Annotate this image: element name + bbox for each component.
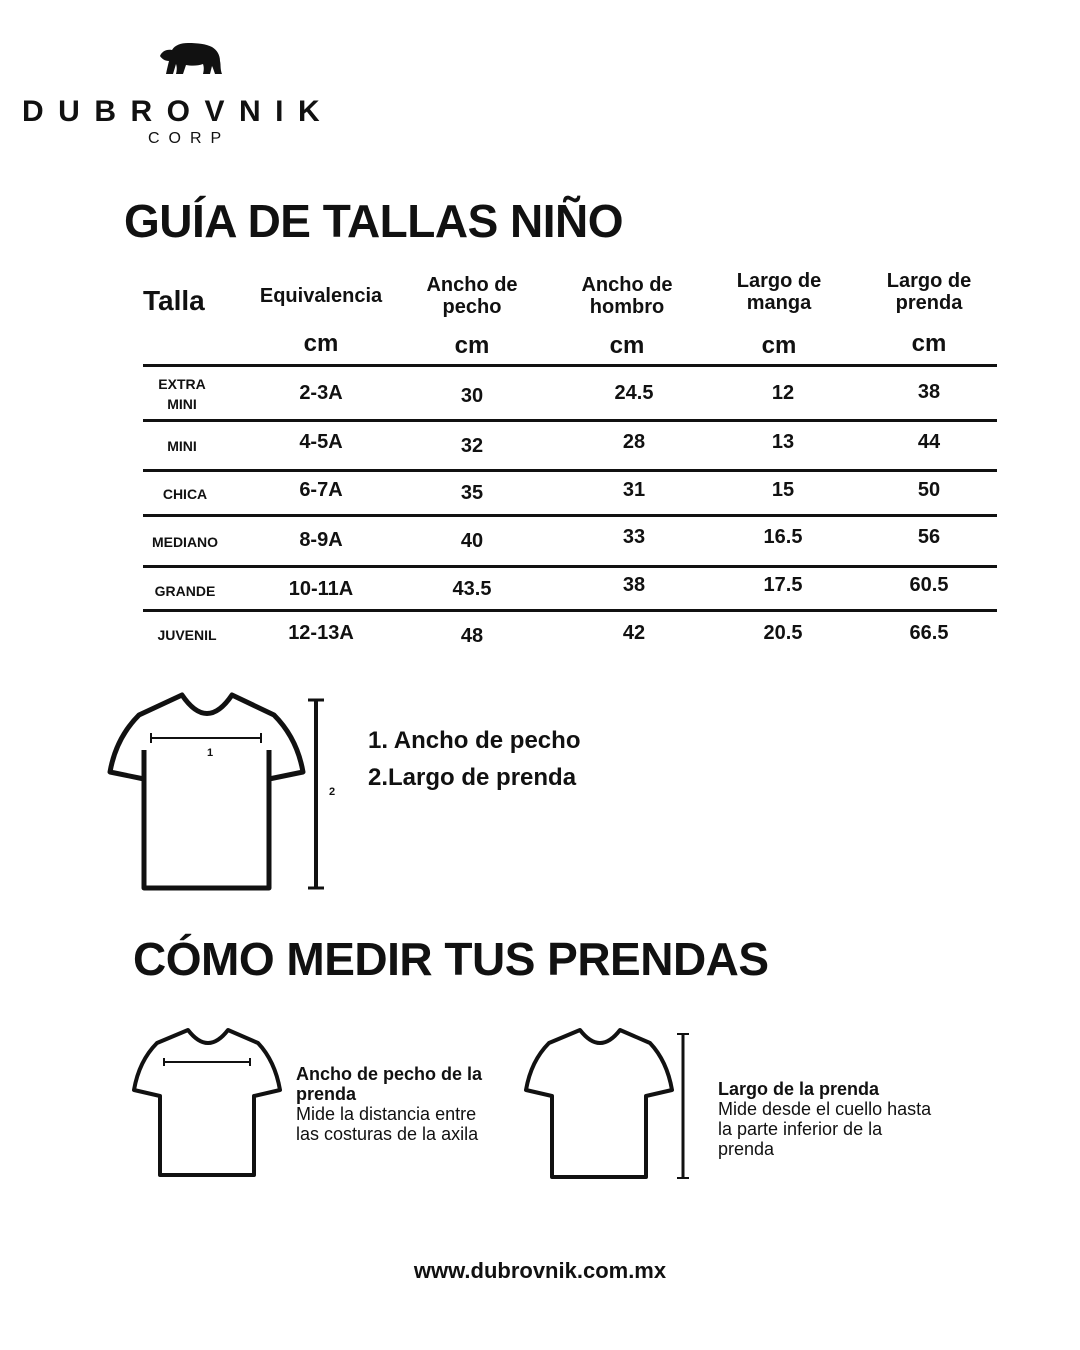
header-ancho-hombro: Ancho de hombro	[581, 274, 673, 318]
cell-pecho: 35	[460, 482, 484, 504]
table-rule	[143, 469, 997, 472]
marker-2: 2	[329, 786, 336, 798]
cell-hombro: 33	[622, 526, 646, 548]
cell-pecho: 43.5	[452, 578, 492, 600]
chest-description: Mide la distancia entre las costuras de la axila	[296, 1104, 479, 1144]
legend-item-2: 2.Largo de prenda	[368, 764, 577, 791]
cell-pecho: 48	[460, 625, 484, 647]
cell-equivalencia: 8-9A	[299, 529, 343, 551]
header-ancho-pecho: Ancho de pecho	[426, 274, 518, 318]
table-rule	[143, 419, 997, 422]
cell-prenda: 38	[917, 381, 941, 403]
cell-manga: 16.5	[763, 526, 803, 548]
size-label: GRANDE	[154, 583, 216, 599]
size-label: MINI	[167, 438, 197, 454]
unit-pecho: cm	[454, 332, 490, 359]
cell-equivalencia: 10-11A	[288, 578, 354, 600]
unit-hombro: cm	[609, 332, 645, 359]
cell-equivalencia: 2-3A	[299, 382, 343, 404]
marker-1: 1	[207, 747, 214, 759]
header-equivalencia: Equivalencia	[259, 285, 383, 307]
header-talla: Talla	[143, 285, 205, 316]
length-heading: Largo de la prenda	[718, 1079, 880, 1099]
cell-hombro: 42	[622, 622, 646, 644]
size-label: JUVENIL	[157, 627, 217, 643]
cell-hombro: 24.5	[614, 382, 654, 404]
cell-prenda: 44	[917, 431, 941, 453]
cell-hombro: 28	[622, 431, 646, 453]
cell-prenda: 50	[917, 479, 941, 501]
page-title: GUÍA DE TALLAS NIÑO	[124, 195, 624, 247]
cell-hombro: 31	[622, 479, 646, 501]
cell-pecho: 30	[460, 385, 484, 407]
cell-equivalencia: 12-13A	[288, 622, 354, 644]
table-rule	[143, 565, 997, 568]
cell-manga: 17.5	[763, 574, 803, 596]
table-rule	[143, 364, 997, 367]
cell-equivalencia: 6-7A	[299, 479, 343, 501]
tshirt-length-icon	[522, 1024, 692, 1184]
cell-prenda: 66.5	[909, 622, 949, 644]
unit-manga: cm	[761, 332, 797, 359]
chest-heading: Ancho de pecho de la prenda	[296, 1064, 483, 1104]
size-label: EXTRA MINI	[158, 376, 206, 412]
unit-prenda: cm	[911, 330, 947, 357]
header-largo-prenda: Largo de prenda	[886, 270, 972, 314]
cell-manga: 13	[771, 431, 795, 453]
bear-logo-icon	[158, 40, 224, 76]
legend-item-1: 1. Ancho de pecho	[368, 727, 581, 754]
brand-name: DUBROVNIK	[22, 95, 335, 128]
cell-hombro: 38	[622, 574, 646, 596]
tshirt-diagram-icon	[104, 688, 344, 896]
cell-prenda: 60.5	[909, 574, 949, 596]
table-rule	[143, 609, 997, 612]
cell-manga: 12	[771, 382, 795, 404]
unit-equivalencia: cm	[303, 330, 339, 357]
cell-equivalencia: 4-5A	[299, 431, 343, 453]
tshirt-chest-icon	[130, 1024, 285, 1182]
header-largo-manga: Largo de manga	[736, 270, 822, 314]
how-to-measure-title: CÓMO MEDIR TUS PRENDAS	[133, 933, 769, 985]
cell-prenda: 56	[917, 526, 941, 548]
website-link[interactable]: www.dubrovnik.com.mx	[413, 1258, 667, 1283]
cell-pecho: 32	[460, 435, 484, 457]
size-label: CHICA	[162, 486, 208, 502]
size-label: MEDIANO	[151, 534, 219, 550]
table-rule	[143, 514, 997, 517]
length-description: Mide desde el cuello hasta la parte inferior de la prenda	[718, 1099, 932, 1159]
cell-pecho: 40	[460, 530, 484, 552]
cell-manga: 20.5	[763, 622, 803, 644]
cell-manga: 15	[771, 479, 795, 501]
brand-subtitle: CORP	[148, 130, 231, 147]
